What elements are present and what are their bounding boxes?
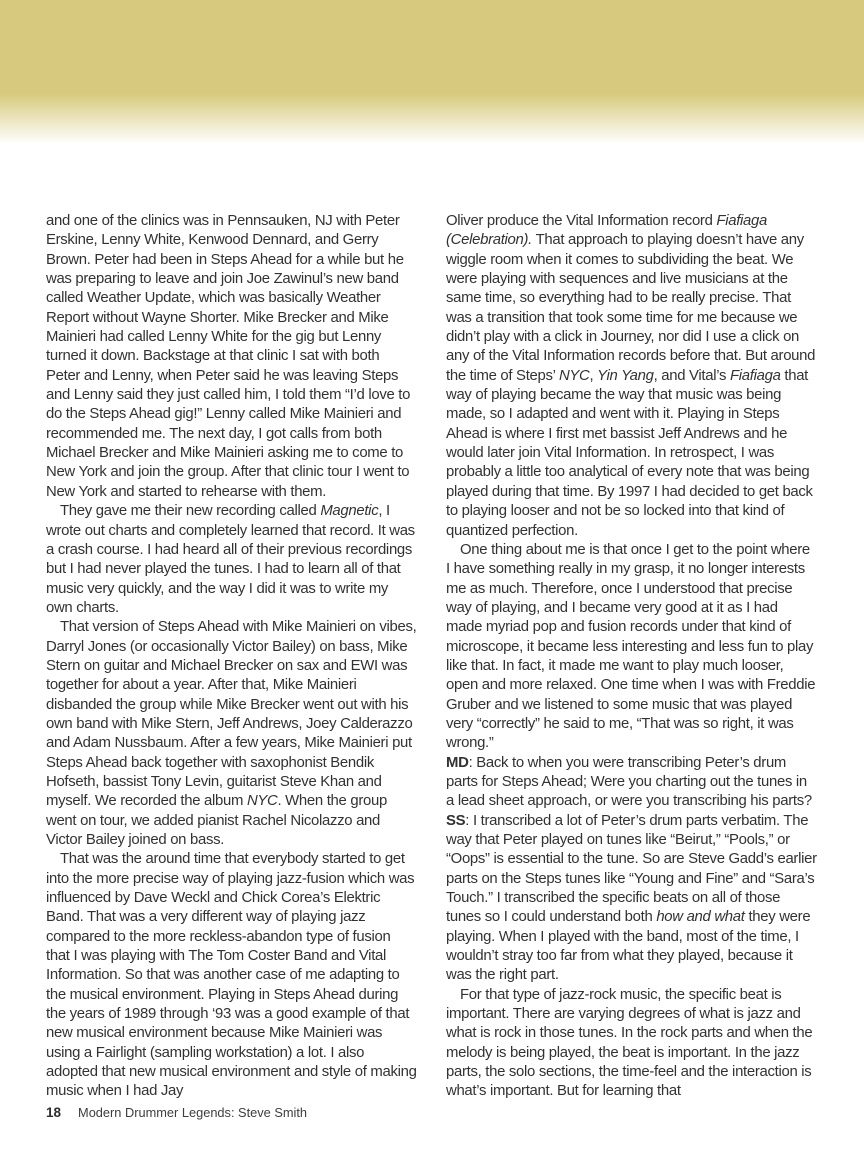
text-run: and one of the clinics was in Pennsauken, NJ with Peter Erskine, Lenny White, Kenwood Dennard, and Gerry Brown. Peter had been in Steps Ahead for a while but he was preparing to leave and join Joe Zawinul’s new band called Weather Update, which was basically Weather Report without Wayne Shorter. Mike Brecker and Mike Mainieri had called Lenny White for the gig but Lenny turned it down. Backstage at that clinic I sat with both Peter and Lenny, when Peter said he was leaving Steps and Lenny said they just called him, I told them “I’d love to do the Steps Ahead gig!” Lenny called Mike Mainieri and recommended me. The next day, I got calls from both Michael Brecker and Mike Mainieri asking me to come to New York and join the group. After that clinic tour I went to New York and started to rehearse with them. <box>46 213 411 500</box>
column-left <box>46 212 417 1102</box>
speaker-tag: MD <box>446 754 469 771</box>
paragraph <box>46 212 417 502</box>
paragraph <box>446 212 817 541</box>
text-run: , and Vital’s <box>653 367 730 384</box>
text-run: That approach to playing doesn’t have any wiggle room when it comes to subdividing the beat. We were playing with sequences and live musicians at the same time, so everything had to be really precise. That was a transition that took some time for me because we didn’t play with a click in Journey, nor did I use a click on any of the Vital Information records before that. But around the time of Steps’ <box>446 232 816 384</box>
footer-title: Modern Drummer Legends: Steve Smith <box>78 1105 308 1120</box>
italic-title: Fiafiaga <box>729 367 781 384</box>
speaker-tag: SS <box>446 812 466 829</box>
italic-title: Yin Yang <box>597 367 654 384</box>
italic-title: how and what <box>656 909 745 926</box>
text-run: . When the group went on tour, we added pianist Rachel Nicolazzo and Victor Bailey joined on bass. <box>46 793 387 848</box>
italic-title: Magnetic <box>320 503 379 520</box>
text-run: They gave me their new recording called <box>60 503 321 520</box>
text-run: that way of playing became the way that music was being made, so I adapted and went with it. Playing in Steps Ahead is where I first met bassist Jeff Andrews and he would later join Vital Information. In retrospect, I was probably a little too analytical of every note that was being played during that time. By 1997 I had decided to get back to playing looser and not be so locked into that kind of quantized perfection. <box>446 367 813 539</box>
paragraph <box>446 541 817 754</box>
paragraph <box>446 812 817 986</box>
text-run: One thing about me is that once I get to the point where I have something really in my grasp, it no longer interests me as much. Therefore, once I understood that precise way of playing, and I became very good at it as I had made myriad pop and fusion records under that kind of microscope, it became less interesting and less fun to play like that. In fact, it made me want to play much looser, open and more relaxed. One time when I was with Freddie Gruber and we listened to some music that was played very “correctly” he said to me, “That was so right, it was wrong.” <box>446 541 816 752</box>
text-run: , I wrote out charts and completely learned that record. It was a crash course. I had heard all of their previous recordings but I had never played the tunes. I had to learn all of that music very quickly, and the way I did it was to write my own charts. <box>46 503 415 616</box>
italic-title: NYC <box>558 367 590 384</box>
top-gold-band <box>0 0 864 150</box>
article-body <box>46 212 818 1102</box>
text-run: they were playing. When I played with the band, most of the time, I wouldn’t stray too far from what they played, because it was the right part. <box>446 909 811 984</box>
page-number: 18 <box>46 1105 62 1120</box>
paragraph <box>446 986 817 1102</box>
column-right <box>446 212 817 1102</box>
italic-title: Fiafiaga (Celebration). <box>446 213 767 249</box>
paragraph <box>46 618 417 850</box>
text-run: , <box>589 367 598 384</box>
paragraph <box>446 754 817 812</box>
text-run: For that type of jazz-rock music, the specific beat is important. There are varying degrees of what is jazz and what is rock in those tunes. In the rock parts and when the melody is being played, the beat is important. In the jazz parts, the solo sections, the time-feel and the interaction is what’s important. But for learning that <box>446 986 813 1100</box>
text-run: Oliver produce the Vital Information record <box>446 213 717 229</box>
text-run: : I transcribed a lot of Peter’s drum parts verbatim. The way that Peter played on tunes like “Beirut,” “Pools,” or “Oops” is essential to the tune. So are Steve Gadd’s earlier parts on the Steps tunes like “Young and Fine” and “Sara’s Touch.” I transcribed the specific beats on all of those tunes so I could understand both <box>446 812 817 926</box>
italic-title: NYC <box>246 793 278 810</box>
page-footer <box>46 1105 307 1120</box>
paragraph <box>46 850 417 1101</box>
paragraph <box>46 502 417 618</box>
text-run: That version of Steps Ahead with Mike Mainieri on vibes, Darryl Jones (or occasionally Victor Bailey) on bass, Mike Stern on guitar and Michael Brecker on sax and EWI was together for about a year. After that, Mike Mainieri disbanded the group while Mike Brecker went out with his own band with Mike Stern, Jeff Andrews, Joey Calderazzo and Adam Nussbaum. After a few years, Mike Mainieri put Steps Ahead back together with saxophonist Bendik Hofseth, bassist Tony Levin, guitarist Steve Khan and myself. We recorded the album <box>46 619 417 810</box>
text-run: : Back to when you were transcribing Peter’s drum parts for Steps Ahead; Were you charting out the tunes in a lead sheet approach, or were you transcribing his parts? <box>446 754 812 810</box>
text-run: That was the around time that everybody started to get into the more precise way of playing jazz-fusion which was influenced by Dave Weckl and Chick Corea’s Elektric Band. That was a very different way of playing jazz compared to the more reckless-abandon type of fusion that I was playing with The Tom Coster Band and Vital Information. So that was another case of me adapting to the musical environment. Playing in Steps Ahead during the years of 1989 through ‘93 was a good example of that new musical environment because Mike Mainieri was using a Fairlight (sampling workstation) a lot. I also adopted that new musical environment and style of making music when I had Jay <box>46 851 417 1100</box>
